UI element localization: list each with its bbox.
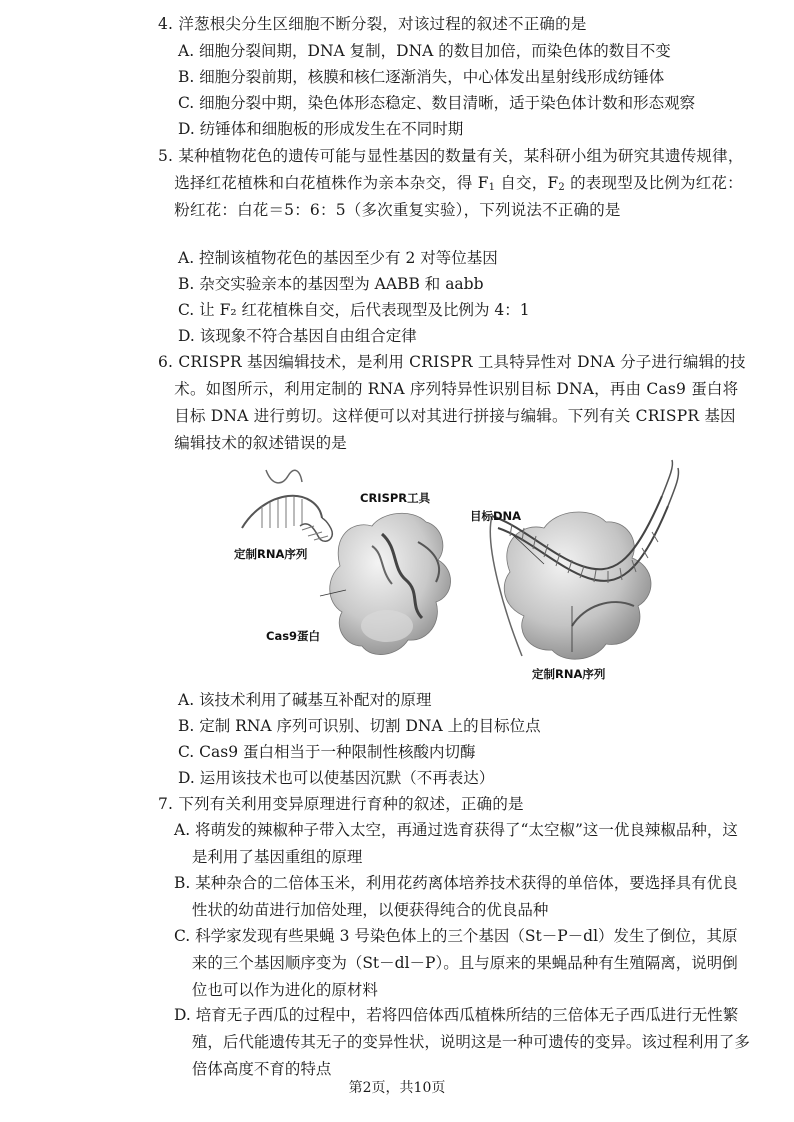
question-6-option-b: B. 定制 RNA 序列可识别、切割 DNA 上的目标位点 <box>178 717 541 735</box>
left-rna-strand <box>242 470 332 541</box>
question-4-option-d: D. 纺锤体和细胞板的形成发生在不同时期 <box>178 120 464 138</box>
question-5-option-d: D. 该现象不符合基因自由组合定律 <box>178 327 417 345</box>
question-4-option-b: B. 细胞分裂前期，核膜和核仁逐渐消失，中心体发出星射线形成纺锤体 <box>178 68 665 86</box>
question-5-stem-part1: 5. 某种植物花色的遗传可能与显性基因的数量有关，某科研小组为研究其遗传规律，选择红花植株和白花植株作为亲本杂交，得 F <box>158 147 744 192</box>
question-7-stem: 7. 下列有关利用变异原理进行育种的叙述，正确的是 <box>158 795 524 813</box>
question-6-stem: 6. CRISPR 基因编辑技术，是利用 CRISPR 工具特异性对 DNA 分子进行编辑的技术。如图所示，利用定制的 RNA 序列特异性识别目标 DNA，再由 Cas9 蛋白将目标 DNA 进行剪切。这样便可以对其进行拼接与编辑。下列有关 CRISPR 基因编辑技术的叙述错误的是 <box>158 353 746 452</box>
question-5-stem-part2: 自交，F <box>495 174 559 192</box>
left-cas9-complex <box>330 513 451 654</box>
question-5-option-b: B. 杂交实验亲本的基因型为 AABB 和 aabb <box>178 275 484 293</box>
crispr-illustration <box>222 456 680 682</box>
question-5-option-c: C. 让 F₂ 红花植株自交，后代表现型及比例为 4：1 <box>178 301 530 319</box>
question-5-f1-subscript: 1 <box>488 182 496 193</box>
question-7-option-a: A. 将萌发的辣椒种子带入太空，再通过选育获得了“太空椒”这一优良辣椒品种，这是利用了基因重组的原理 <box>174 821 738 866</box>
question-6-option-d: D. 运用该技术也可以使基因沉默（不再表达） <box>178 769 495 787</box>
question-4-stem: 4. 洋葱根尖分生区细胞不断分裂，对该过程的叙述不正确的是 <box>158 15 587 33</box>
figure-label-custom-rna-left: 定制RNA序列 <box>234 547 308 561</box>
question-6-option-c: C. Cas9 蛋白相当于一种限制性核酸内切酶 <box>178 743 476 761</box>
figure-label-crispr-tool: CRISPR工具 <box>360 491 431 505</box>
question-7-option-d: D. 培育无子西瓜的过程中，若将四倍体西瓜植株所结的三倍体无子西瓜进行无性繁殖，后代能遗传其无子的变异性状，说明这是一种可遗传的变异。该过程利用了多倍体高度不育的特点 <box>174 1006 750 1078</box>
question-5-stem <box>158 143 746 224</box>
question-5-stem-part3: 的表现型及比例为红花：粉红花：白花＝5：6：5（多次重复实验），下列说法不正确的是 <box>174 174 743 219</box>
figure-label-target-dna: 目标DNA <box>470 509 522 523</box>
question-7-option-b: B. 某种杂合的二倍体玉米，利用花药离体培养技术获得的单倍体，要选择具有优良性状的幼苗进行加倍处理，以便获得纯合的优良品种 <box>174 874 738 919</box>
figure-label-cas9: Cas9蛋白 <box>266 629 321 643</box>
question-4-option-c: C. 细胞分裂中期，染色体形态稳定、数目清晰，适于染色体计数和形态观察 <box>178 94 696 112</box>
question-4-option-a: A. 细胞分裂间期，DNA 复制，DNA 的数目加倍，而染色体的数目不变 <box>178 42 671 60</box>
question-5-option-a: A. 控制该植物花色的基因至少有 2 对等位基因 <box>178 249 498 267</box>
crispr-figure <box>222 456 680 682</box>
right-cas9-dna-complex <box>490 460 678 659</box>
question-7-option-c: C. 科学家发现有些果蝇 3 号染色体上的三个基因（St－P－dl）发生了倒位，其原来的三个基因顺序变为（St－dl－P）。且与原来的果蝇品种有生殖隔离，说明倒位也可以作为进化的原材料 <box>174 927 738 999</box>
page-footer: 第2页，共10页 <box>348 1080 446 1096</box>
question-6-option-a: A. 该技术利用了碱基互补配对的原理 <box>178 691 432 709</box>
figure-label-custom-rna-right: 定制RNA序列 <box>532 667 606 681</box>
question-5-f2-subscript: 2 <box>558 182 565 193</box>
